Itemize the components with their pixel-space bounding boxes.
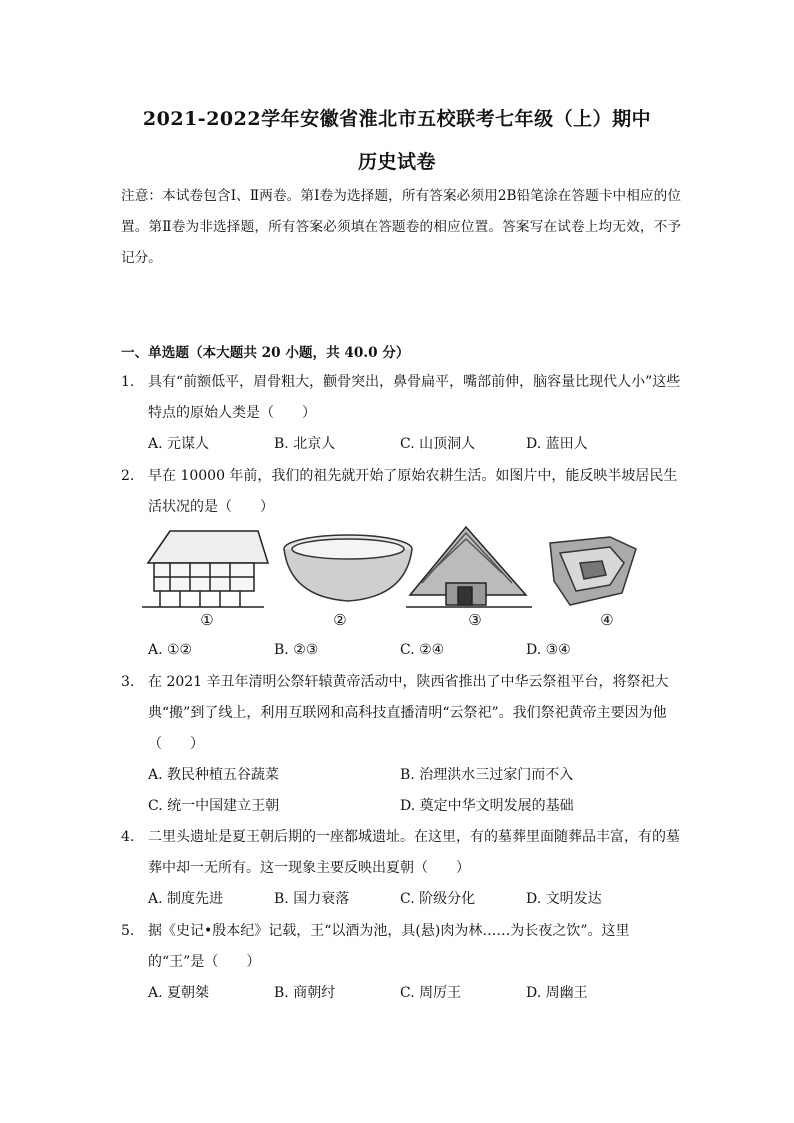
question-5 — [121, 916, 681, 1009]
bronze-vessel-image — [550, 537, 636, 605]
question-1 — [121, 367, 681, 460]
question-4 — [121, 822, 681, 915]
exam-notice: 注意：本试卷包含Ⅰ、Ⅱ两卷。第Ⅰ卷为选择题，所有答案必须用2B铅笔涂在答题卡中相应的位置。第Ⅱ卷为非选择题，所有答案必须填在答题卷的相应位置。答案写在试卷上均无效，不予记分。 — [121, 188, 681, 266]
question-text: 二里头遗址是夏王朝后期的一座都城遗址。在这里，有的墓葬里面随葬品丰富，有的墓葬中却一无所有。这一现象主要反映出夏朝（ ） — [148, 829, 680, 876]
image-label-3: ③ — [468, 611, 482, 629]
image-label-2: ② — [333, 611, 347, 629]
question-2 — [121, 461, 681, 523]
option-c[interactable]: C. 统一中国建立王朝 — [148, 798, 280, 814]
stilt-house-image — [142, 531, 268, 607]
options-grid — [148, 760, 681, 822]
option-b[interactable]: B. ②③ — [274, 642, 319, 658]
option-d[interactable]: D. 文明发达 — [526, 891, 602, 907]
question-number: 2. — [121, 468, 135, 484]
option-d[interactable]: D. 周幽王 — [526, 985, 588, 1001]
thatched-hut-image — [406, 527, 532, 607]
option-c[interactable]: C. ②④ — [400, 642, 445, 658]
option-a[interactable]: A. 元谋人 — [148, 436, 210, 452]
option-a[interactable]: A. ①② — [148, 642, 193, 658]
option-c[interactable]: C. 周厉王 — [400, 985, 462, 1001]
option-d[interactable]: D. 奠定中华文明发展的基础 — [400, 798, 574, 814]
question-number: 5. — [121, 923, 135, 939]
option-a[interactable]: A. 教民种植五谷蔬菜 — [148, 767, 280, 783]
page-subtitle: 历史试卷 — [357, 151, 436, 173]
question-text: 早在 10000 年前，我们的祖先就开始了原始农耕生活。如图片中，能反映半坡居民生活状况的是（ ） — [148, 468, 678, 515]
question-number: 3. — [121, 674, 135, 690]
option-a[interactable]: A. 制度先进 — [148, 891, 224, 907]
question-text: 在 2021 辛丑年清明公祭轩辕黄帝活动中，陕西省推出了中华云祭祖平台，将祭祀大典“搬”到了线上，利用互联网和高科技直播清明“云祭祀”。我们祭祀黄帝主要因为他（ ） — [148, 674, 669, 752]
question-number: 1. — [121, 374, 135, 390]
option-c[interactable]: C. 阶级分化 — [400, 891, 476, 907]
question-2-options — [121, 635, 681, 666]
options-row — [148, 635, 681, 666]
section-title: 一、单选题（本大题共 20 小题，共 40.0 分） — [121, 345, 410, 361]
question-text: 据《史记•殷本纪》记载，王“以酒为池，具(悬)肉为林……为长夜之饮”。这里的“王”是（ ） — [148, 923, 630, 970]
option-c[interactable]: C. 山顶洞人 — [400, 436, 476, 452]
options-row — [148, 429, 681, 460]
image-label-4: ④ — [600, 611, 614, 629]
question-number: 4. — [121, 829, 135, 845]
option-a[interactable]: A. 夏朝桀 — [148, 985, 210, 1001]
image-label-1: ① — [200, 611, 214, 629]
images-strip — [140, 523, 660, 613]
option-d[interactable]: D. 蓝田人 — [526, 436, 588, 452]
options-row — [148, 978, 681, 1009]
option-b[interactable]: B. 商朝纣 — [274, 985, 336, 1001]
option-b[interactable]: B. 北京人 — [274, 436, 336, 452]
question-text: 具有“前额低平，眉骨粗大，颧骨突出，鼻骨扁平，嘴部前伸，脑容量比现代人小”这些特点的原始人类是（ ） — [148, 374, 681, 421]
option-d[interactable]: D. ③④ — [526, 642, 571, 658]
pottery-bowl-image — [284, 535, 412, 601]
option-b[interactable]: B. 国力衰落 — [274, 891, 350, 907]
options-row — [148, 884, 681, 915]
question-3 — [121, 667, 681, 822]
option-b[interactable]: B. 治理洪水三过家门而不入 — [400, 767, 574, 783]
page-title: 2021-2022学年安徽省淮北市五校联考七年级（上）期中 — [142, 108, 652, 130]
